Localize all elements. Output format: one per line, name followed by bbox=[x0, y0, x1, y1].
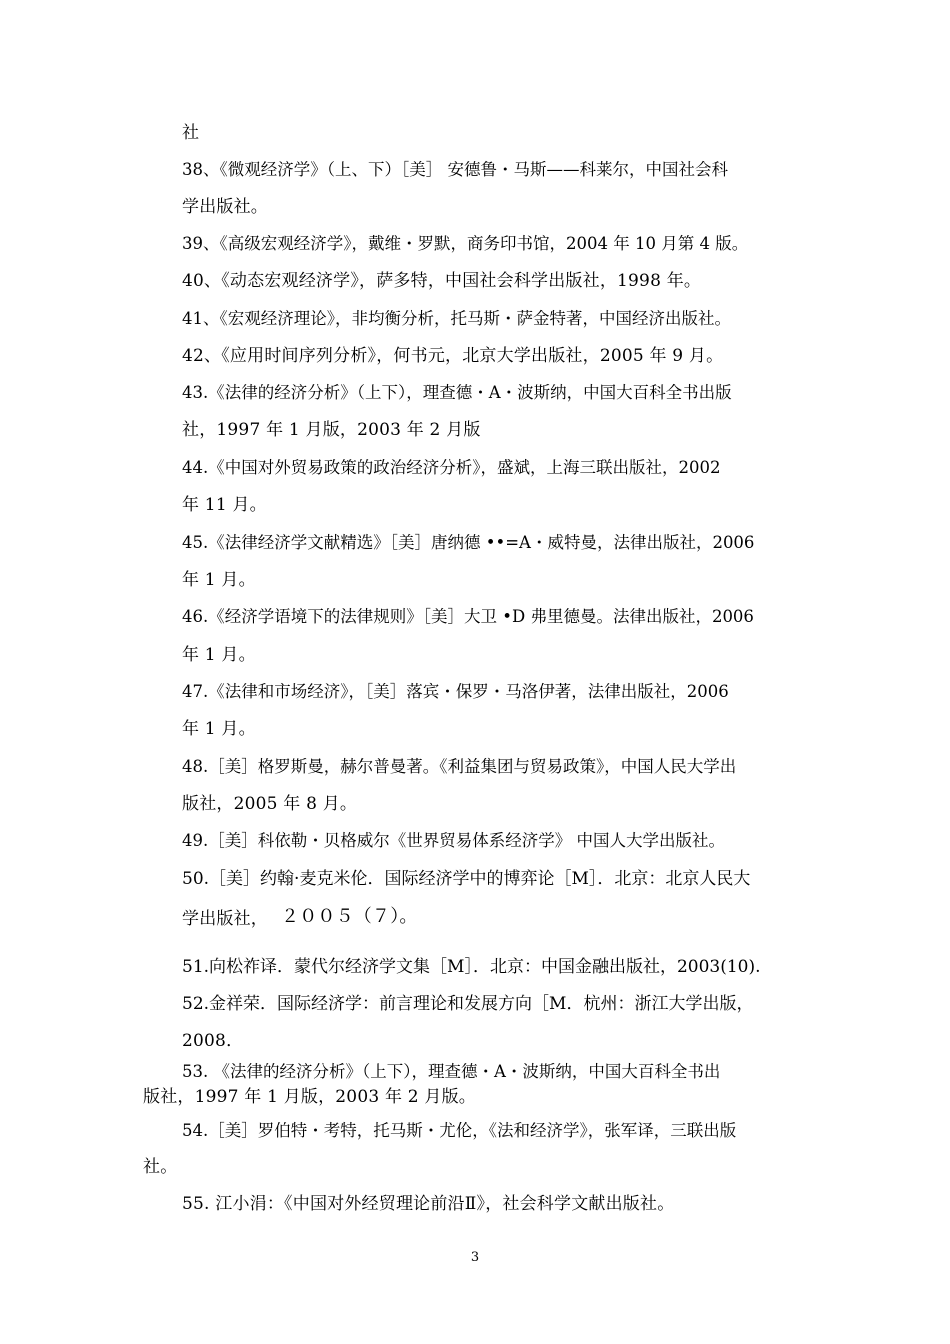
reference-41: 41、《宏观经济理论》，非均衡分析，托马斯・萨金特著，中国经济出版社。 bbox=[182, 309, 731, 328]
text-line: 学出版社。 bbox=[182, 197, 268, 217]
text-line: 社。 bbox=[143, 1157, 178, 1177]
reference-39: 39、《高级宏观经济学》，戴维・罗默，商务印书馆，2004 年 10 月第 4 版。 bbox=[182, 234, 749, 253]
reference-44: 44.《中国对外贸易政策的政治经济分析》，盛斌，上海三联出版社，2002 bbox=[182, 458, 721, 477]
reference-43: 43.《法律的经济分析》（上下），理查德・A・波斯纳，中国大百科全书出版 bbox=[182, 383, 732, 402]
text-line: 版社，2005 年 8 月。 bbox=[182, 794, 358, 814]
text-line: 社，1997 年 1 月版，2003 年 2 月版 bbox=[182, 420, 481, 440]
text-line: 年 1 月。 bbox=[182, 570, 256, 590]
text-line: 学出版社， bbox=[182, 909, 268, 929]
reference-52: 52.金祥荣．国际经济学：前言理论和发展方向［M．杭州：浙江大学出版， bbox=[182, 994, 754, 1014]
reference-46: 46.《经济学语境下的法律规则》［美］大卫 •D 弗里德曼。法律出版社，2006 bbox=[182, 607, 754, 626]
reference-53: 53. 《法律的经济分析》（上下），理查德・A・波斯纳，中国大百科全书出 bbox=[182, 1062, 721, 1081]
page-number: 3 bbox=[470, 1250, 480, 1265]
text-line: 版社，1997 年 1 月版，2003 年 2 月版。 bbox=[143, 1087, 476, 1107]
reference-42: 42、《应用时间序列分析》，何书元，北京大学出版社，2005 年 9 月。 bbox=[182, 346, 724, 366]
text-line: 年 1 月。 bbox=[182, 645, 256, 665]
text-line: 社 bbox=[182, 123, 200, 143]
reference-40: 40、《动态宏观经济学》，萨多特，中国社会科学出版社，1998 年。 bbox=[182, 271, 702, 291]
reference-48: 48.［美］格罗斯曼，赫尔普曼著。《利益集团与贸易政策》，中国人民大学出 bbox=[182, 757, 737, 776]
text-line-year: ２００５（７）。 bbox=[281, 906, 418, 927]
reference-45: 45.《法律经济学文献精选》［美］唐纳德 ••=A・威特曼，法律出版社，2006 bbox=[182, 533, 755, 552]
reference-49: 49.［美］科依勒・贝格威尔《世界贸易体系经济学》 中国人大学出版社。 bbox=[182, 831, 725, 850]
reference-51: 51.向松祚译．蒙代尔经济学文集［M］．北京：中国金融出版社，2003(10). bbox=[182, 957, 761, 977]
text-line: 年 11 月。 bbox=[182, 495, 267, 515]
reference-47: 47.《法律和市场经济》，［美］落宾・保罗・马洛伊著，法律出版社，2006 bbox=[182, 682, 729, 701]
reference-54: 54.［美］罗伯特・考特，托马斯・尤伦，《法和经济学》，张军译，三联出版 bbox=[182, 1121, 737, 1140]
reference-50: 50.［美］约翰·麦克米伦．国际经济学中的博弈论［M］．北京：北京人民大 bbox=[182, 869, 751, 889]
reference-55: 55. 江小涓：《中国对外经贸理论前沿Ⅱ》，社会科学文献出版社。 bbox=[182, 1194, 675, 1214]
text-line: 年 1 月。 bbox=[182, 719, 256, 739]
text-line: 2008． bbox=[182, 1031, 244, 1051]
reference-38: 38、《微观经济学》（上、下）［美］ 安德鲁・马斯——科莱尔，中国社会科 bbox=[182, 160, 728, 179]
